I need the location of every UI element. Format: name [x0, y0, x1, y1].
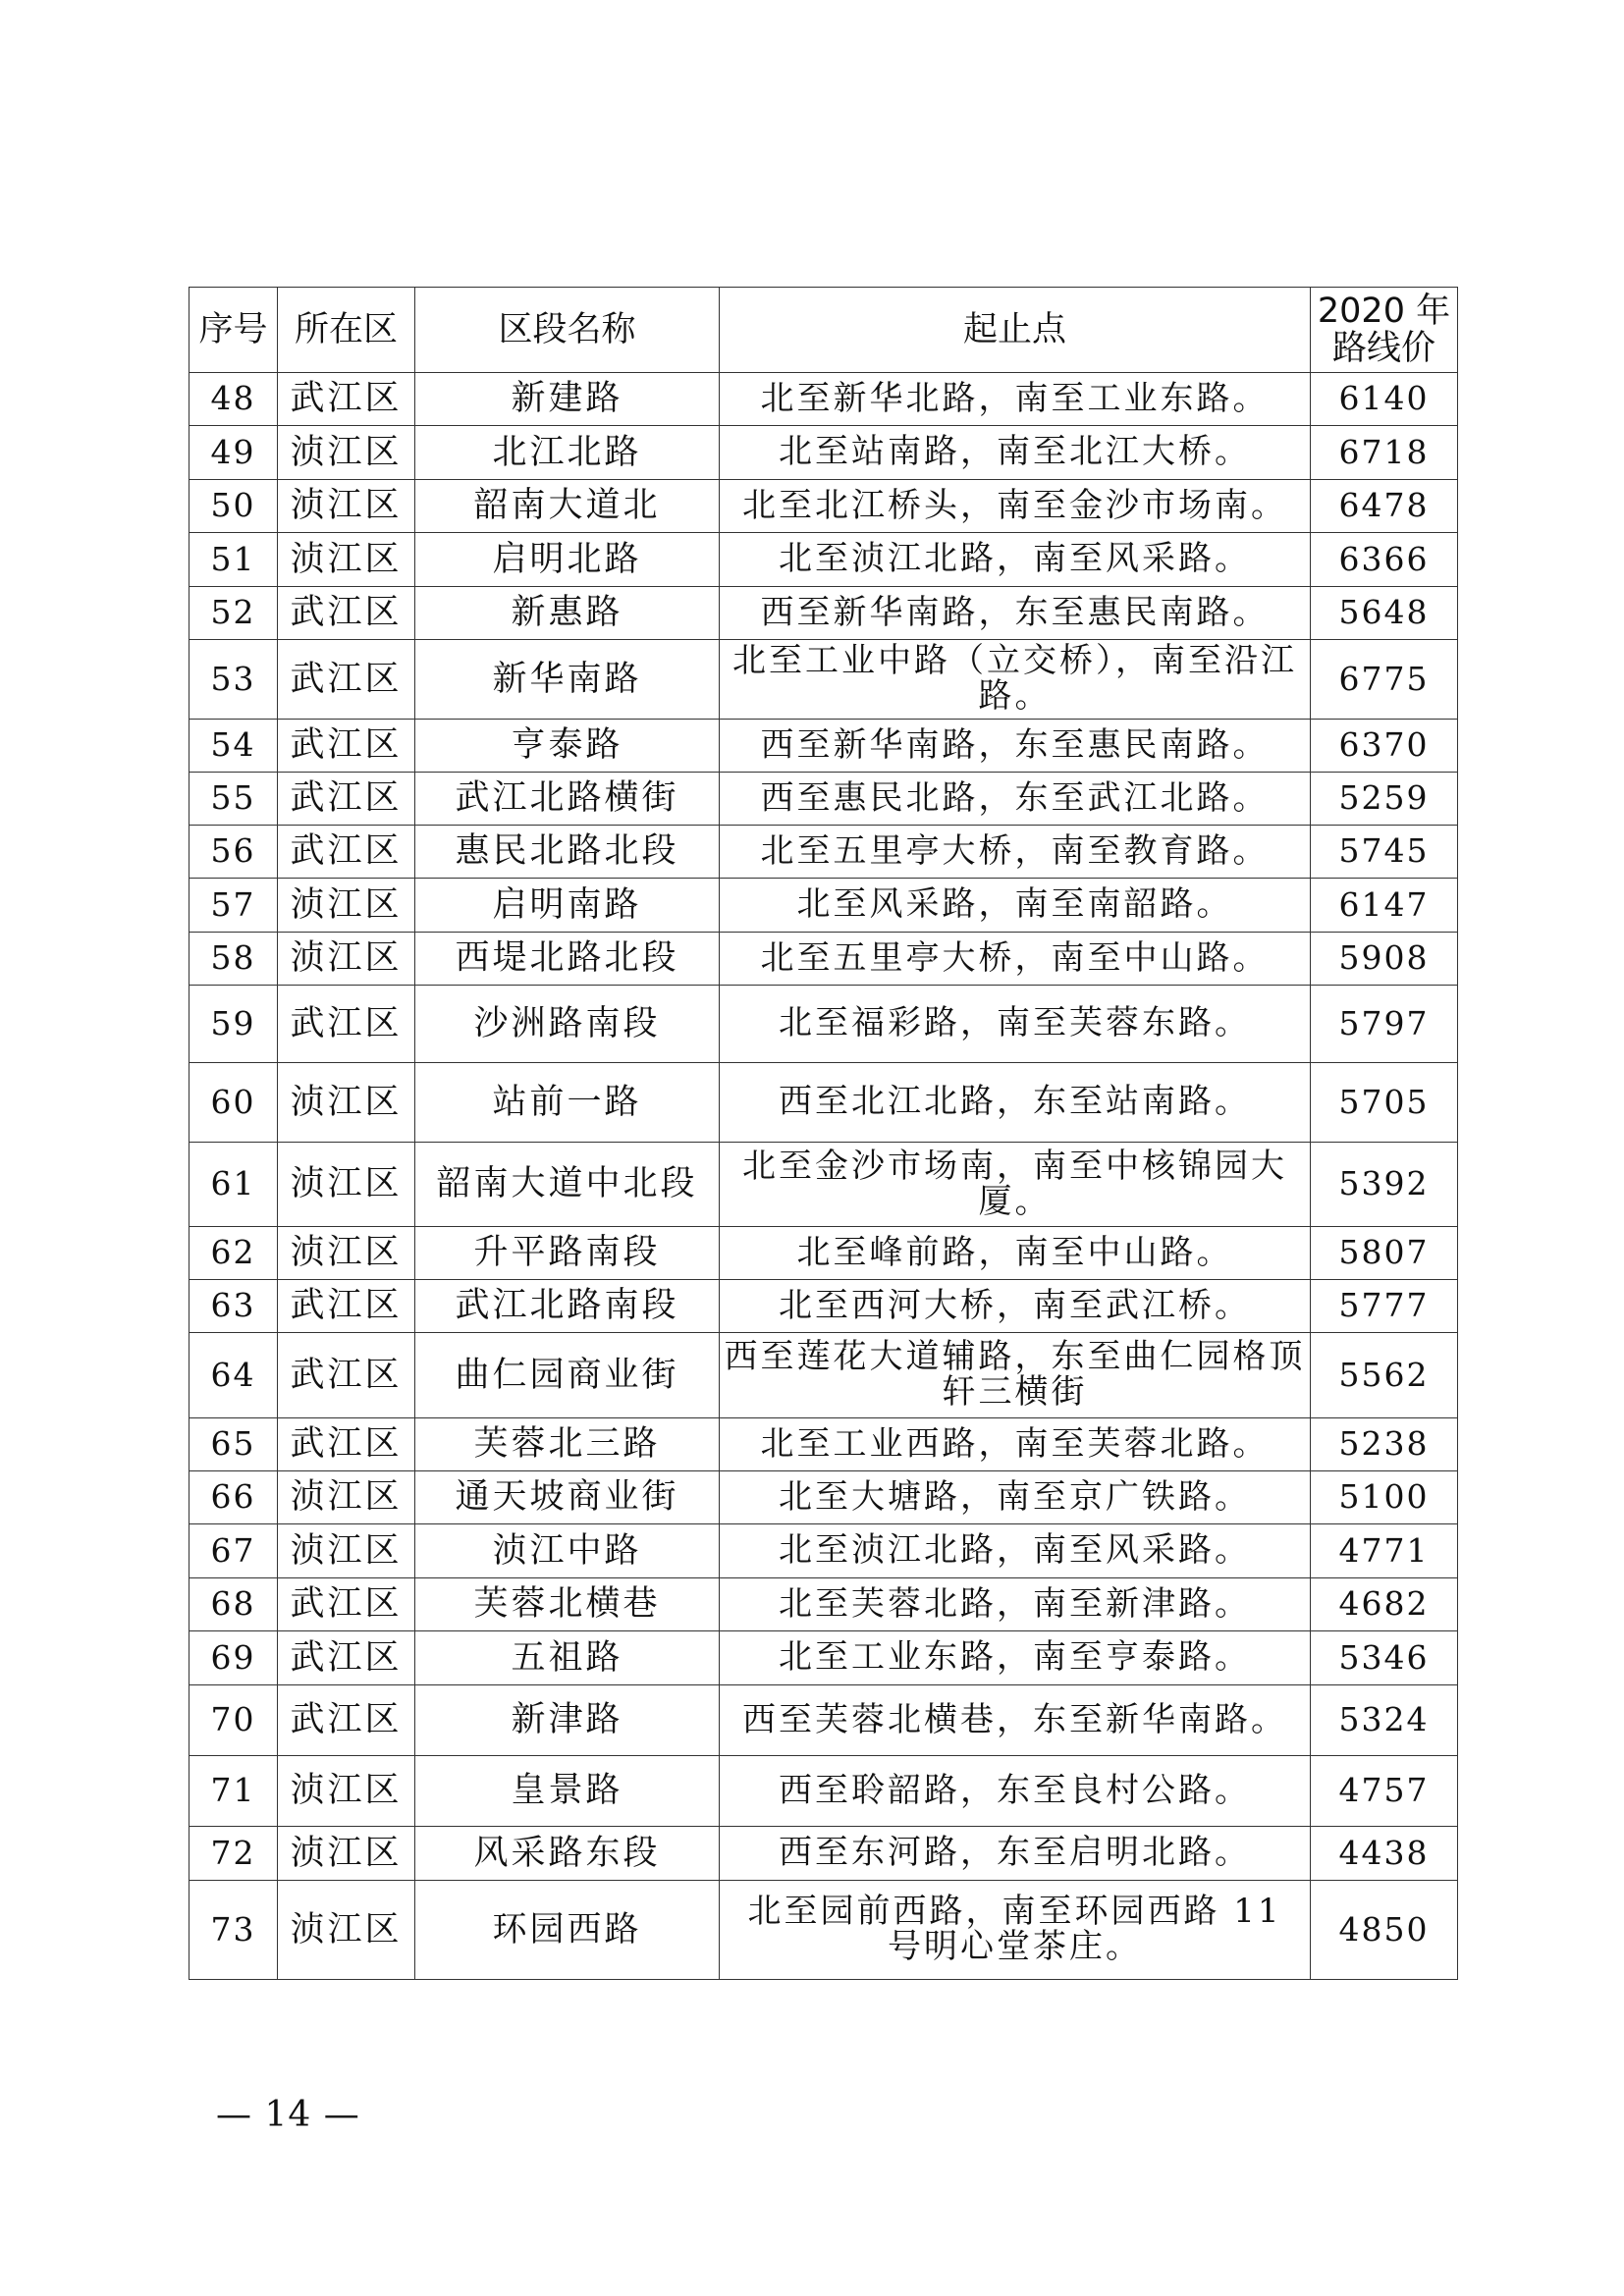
row-index: 56 — [189, 826, 278, 879]
row-range: 北至福彩路，南至芙蓉东路。 — [720, 986, 1311, 1063]
row-index: 59 — [189, 986, 278, 1063]
row-index: 53 — [189, 640, 278, 720]
row-index: 51 — [189, 533, 278, 587]
row-district: 武江区 — [278, 1333, 415, 1418]
table-row — [189, 1685, 1458, 1756]
row-price: 6775 — [1311, 640, 1458, 720]
row-district: 武江区 — [278, 587, 415, 640]
table-row — [189, 1578, 1458, 1631]
row-price: 5807 — [1311, 1227, 1458, 1280]
price-table — [189, 287, 1458, 1980]
table-row — [189, 1227, 1458, 1280]
row-price: 5777 — [1311, 1280, 1458, 1333]
table-row — [189, 933, 1458, 986]
row-price: 4757 — [1311, 1756, 1458, 1827]
row-index: 54 — [189, 720, 278, 773]
row-price: 4771 — [1311, 1524, 1458, 1578]
row-district: 武江区 — [278, 826, 415, 879]
table-row — [189, 1827, 1458, 1881]
table-row — [189, 480, 1458, 533]
row-index: 64 — [189, 1333, 278, 1418]
row-range: 北至工业东路，南至亨泰路。 — [720, 1631, 1311, 1685]
row-section-name: 新华南路 — [415, 640, 720, 720]
row-price: 5648 — [1311, 587, 1458, 640]
row-district: 浈江区 — [278, 533, 415, 587]
table-row — [189, 587, 1458, 640]
header-range: 起止点 — [720, 288, 1311, 373]
row-section-name: 皇景路 — [415, 1756, 720, 1827]
table-row — [189, 1280, 1458, 1333]
row-district: 浈江区 — [278, 1827, 415, 1881]
header-row — [189, 288, 1458, 373]
row-range: 西至新华南路，东至惠民南路。 — [720, 720, 1311, 773]
row-section-name: 新建路 — [415, 373, 720, 426]
row-index: 62 — [189, 1227, 278, 1280]
row-index: 55 — [189, 773, 278, 826]
table-row — [189, 1471, 1458, 1524]
row-index: 68 — [189, 1578, 278, 1631]
row-index: 63 — [189, 1280, 278, 1333]
row-index: 58 — [189, 933, 278, 986]
row-district: 浈江区 — [278, 1227, 415, 1280]
row-price: 5745 — [1311, 826, 1458, 879]
table-row — [189, 773, 1458, 826]
row-range: 北至西河大桥，南至武江桥。 — [720, 1280, 1311, 1333]
row-section-name: 韶南大道北 — [415, 480, 720, 533]
row-price: 5238 — [1311, 1418, 1458, 1471]
row-district: 武江区 — [278, 1418, 415, 1471]
table-row — [189, 1333, 1458, 1418]
row-index: 60 — [189, 1063, 278, 1143]
row-district: 武江区 — [278, 1631, 415, 1685]
table-row — [189, 1881, 1458, 1980]
row-range: 北至风采路，南至南韶路。 — [720, 879, 1311, 933]
row-district: 武江区 — [278, 773, 415, 826]
row-section-name: 通天坡商业街 — [415, 1471, 720, 1524]
row-range: 西至新华南路，东至惠民南路。 — [720, 587, 1311, 640]
table-row — [189, 533, 1458, 587]
row-section-name: 升平路南段 — [415, 1227, 720, 1280]
row-section-name: 武江北路横街 — [415, 773, 720, 826]
row-section-name: 芙蓉北三路 — [415, 1418, 720, 1471]
row-range: 北至芙蓉北路，南至新津路。 — [720, 1578, 1311, 1631]
row-section-name: 沙洲路南段 — [415, 986, 720, 1063]
row-district: 浈江区 — [278, 933, 415, 986]
row-district: 武江区 — [278, 1578, 415, 1631]
table-row — [189, 1524, 1458, 1578]
row-price: 5259 — [1311, 773, 1458, 826]
row-index: 52 — [189, 587, 278, 640]
row-section-name: 武江北路南段 — [415, 1280, 720, 1333]
row-range: 北至五里亭大桥，南至中山路。 — [720, 933, 1311, 986]
row-price: 5797 — [1311, 986, 1458, 1063]
table-row — [189, 720, 1458, 773]
row-range: 北至新华北路，南至工业东路。 — [720, 373, 1311, 426]
row-district: 武江区 — [278, 1685, 415, 1756]
row-range: 西至莲花大道辅路，东至曲仁园格顶轩三横街 — [720, 1333, 1311, 1418]
row-section-name: 站前一路 — [415, 1063, 720, 1143]
row-range: 北至站南路，南至北江大桥。 — [720, 426, 1311, 480]
row-section-name: 浈江中路 — [415, 1524, 720, 1578]
row-section-name: 新津路 — [415, 1685, 720, 1756]
row-index: 69 — [189, 1631, 278, 1685]
row-index: 72 — [189, 1827, 278, 1881]
row-price: 6147 — [1311, 879, 1458, 933]
row-range: 西至北江北路，东至站南路。 — [720, 1063, 1311, 1143]
row-range: 西至东河路，东至启明北路。 — [720, 1827, 1311, 1881]
table-row — [189, 1756, 1458, 1827]
row-price: 4682 — [1311, 1578, 1458, 1631]
row-price: 6140 — [1311, 373, 1458, 426]
page-number: — 14 — — [216, 2095, 360, 2135]
table-row — [189, 879, 1458, 933]
row-price: 5324 — [1311, 1685, 1458, 1756]
row-range: 北至金沙市场南，南至中核锦园大厦。 — [720, 1143, 1311, 1227]
row-index: 48 — [189, 373, 278, 426]
row-section-name: 启明南路 — [415, 879, 720, 933]
row-price: 5392 — [1311, 1143, 1458, 1227]
row-district: 浈江区 — [278, 879, 415, 933]
row-district: 武江区 — [278, 640, 415, 720]
row-price: 5346 — [1311, 1631, 1458, 1685]
table-row — [189, 1063, 1458, 1143]
table-row — [189, 1631, 1458, 1685]
row-district: 浈江区 — [278, 1524, 415, 1578]
row-section-name: 风采路东段 — [415, 1827, 720, 1881]
table-row — [189, 1143, 1458, 1227]
header-price-year: 2020 年 — [1317, 291, 1451, 331]
row-district: 浈江区 — [278, 426, 415, 480]
row-section-name: 惠民北路北段 — [415, 826, 720, 879]
row-index: 67 — [189, 1524, 278, 1578]
row-district: 武江区 — [278, 1280, 415, 1333]
row-district: 浈江区 — [278, 480, 415, 533]
row-district: 武江区 — [278, 720, 415, 773]
row-section-name: 环园西路 — [415, 1881, 720, 1980]
header-district: 所在区 — [278, 288, 415, 373]
row-range: 北至浈江北路，南至风采路。 — [720, 1524, 1311, 1578]
row-index: 71 — [189, 1756, 278, 1827]
row-district: 浈江区 — [278, 1063, 415, 1143]
row-section-name: 北江北路 — [415, 426, 720, 480]
row-price: 5562 — [1311, 1333, 1458, 1418]
row-range: 北至浈江北路，南至风采路。 — [720, 533, 1311, 587]
row-index: 73 — [189, 1881, 278, 1980]
row-price: 5100 — [1311, 1471, 1458, 1524]
row-range: 北至峰前路，南至中山路。 — [720, 1227, 1311, 1280]
row-price: 6366 — [1311, 533, 1458, 587]
row-price: 5705 — [1311, 1063, 1458, 1143]
row-section-name: 芙蓉北横巷 — [415, 1578, 720, 1631]
row-section-name: 亨泰路 — [415, 720, 720, 773]
table-row — [189, 986, 1458, 1063]
row-district: 浈江区 — [278, 1143, 415, 1227]
row-price: 5908 — [1311, 933, 1458, 986]
row-section-name: 新惠路 — [415, 587, 720, 640]
header-price — [1311, 288, 1458, 373]
row-index: 50 — [189, 480, 278, 533]
row-section-name: 启明北路 — [415, 533, 720, 587]
table-row — [189, 1418, 1458, 1471]
row-district: 浈江区 — [278, 1756, 415, 1827]
row-index: 57 — [189, 879, 278, 933]
row-section-name: 韶南大道中北段 — [415, 1143, 720, 1227]
row-index: 61 — [189, 1143, 278, 1227]
row-index: 70 — [189, 1685, 278, 1756]
table-row — [189, 373, 1458, 426]
row-district: 武江区 — [278, 986, 415, 1063]
row-price: 6370 — [1311, 720, 1458, 773]
row-price: 4438 — [1311, 1827, 1458, 1881]
row-range: 西至聆韶路，东至良村公路。 — [720, 1756, 1311, 1827]
row-section-name: 曲仁园商业街 — [415, 1333, 720, 1418]
row-index: 66 — [189, 1471, 278, 1524]
table-row — [189, 826, 1458, 879]
header-section: 区段名称 — [415, 288, 720, 373]
row-district: 浈江区 — [278, 1881, 415, 1980]
row-range: 北至北江桥头，南至金沙市场南。 — [720, 480, 1311, 533]
table-row — [189, 640, 1458, 720]
row-district: 武江区 — [278, 373, 415, 426]
row-range: 北至园前西路，南至环园西路 11 号明心堂茶庄。 — [720, 1881, 1311, 1980]
row-price: 6478 — [1311, 480, 1458, 533]
row-index: 65 — [189, 1418, 278, 1471]
row-range: 北至工业西路，南至芙蓉北路。 — [720, 1418, 1311, 1471]
row-index: 49 — [189, 426, 278, 480]
row-district: 浈江区 — [278, 1471, 415, 1524]
row-range: 北至五里亭大桥，南至教育路。 — [720, 826, 1311, 879]
row-section-name: 五祖路 — [415, 1631, 720, 1685]
row-price: 4850 — [1311, 1881, 1458, 1980]
row-section-name: 西堤北路北段 — [415, 933, 720, 986]
row-range: 北至大塘路，南至京广铁路。 — [720, 1471, 1311, 1524]
row-range: 西至芙蓉北横巷，东至新华南路。 — [720, 1685, 1311, 1756]
table-row — [189, 426, 1458, 480]
row-range: 西至惠民北路，东至武江北路。 — [720, 773, 1311, 826]
row-range: 北至工业中路（立交桥），南至沿江路。 — [720, 640, 1311, 720]
header-index: 序号 — [189, 288, 278, 373]
row-price: 6718 — [1311, 426, 1458, 480]
header-price-label: 路线价 — [1331, 329, 1435, 368]
